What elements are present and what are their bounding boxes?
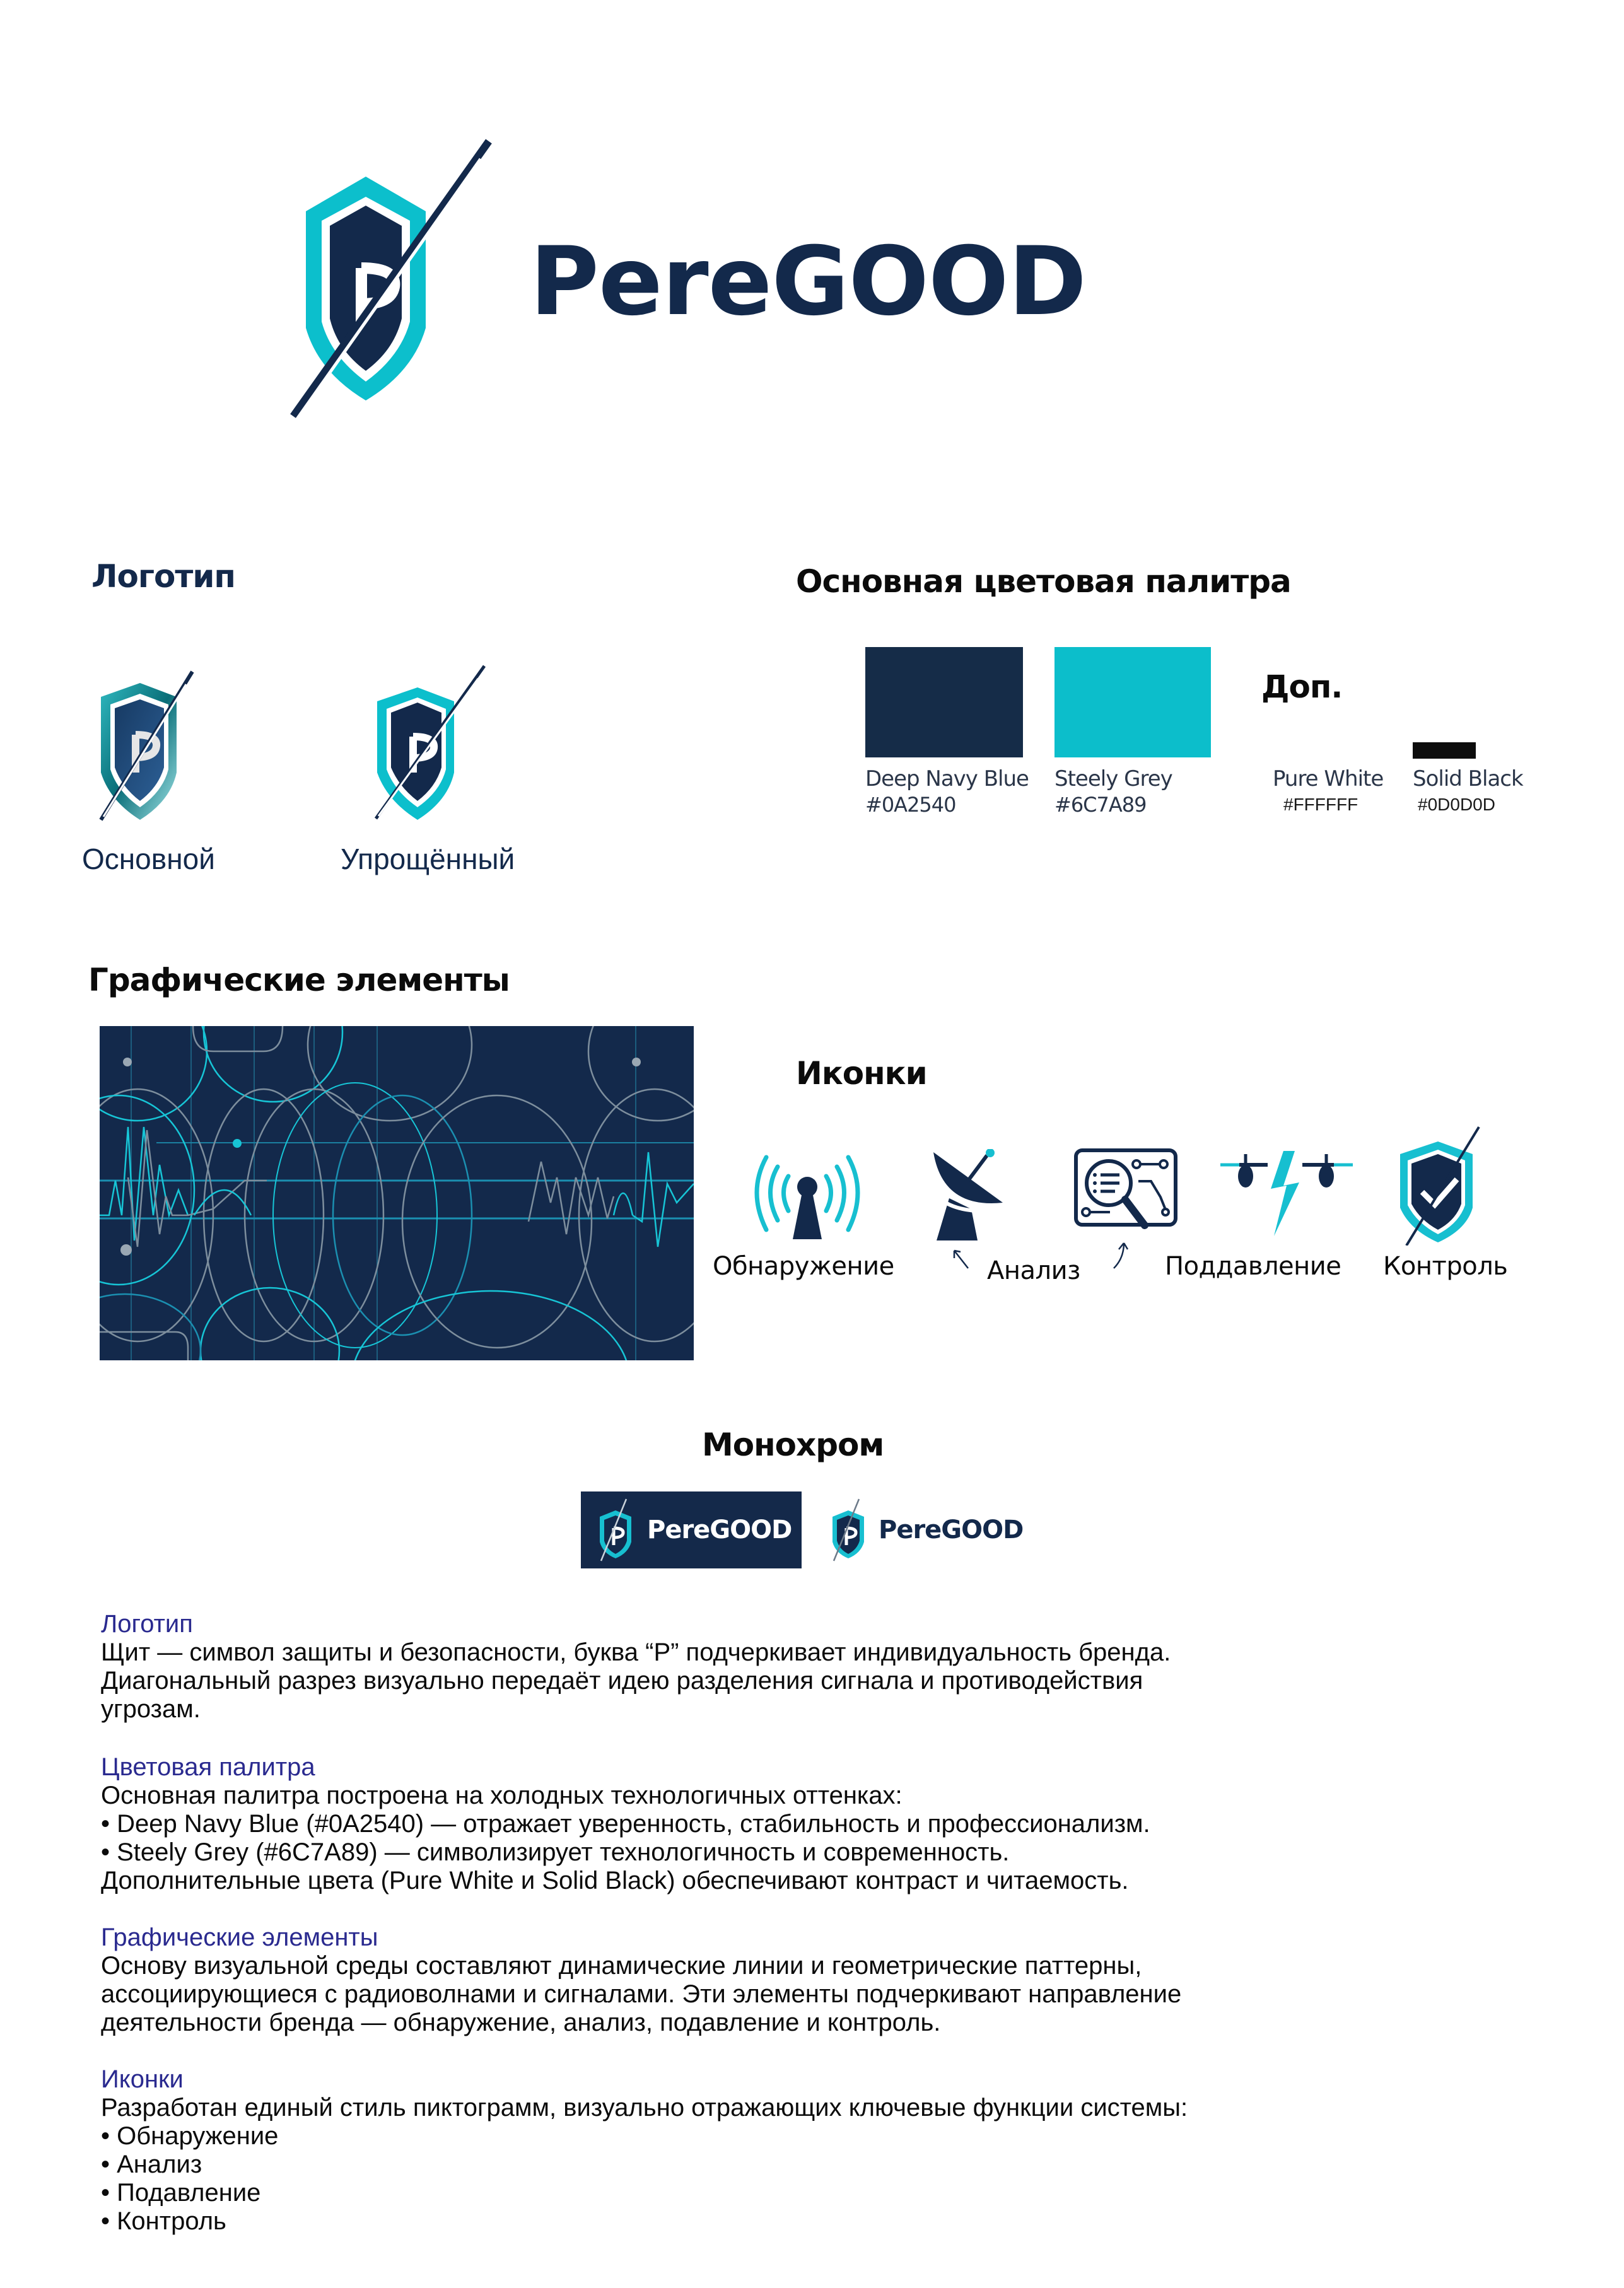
extra-colors-title: Доп. <box>1261 668 1343 705</box>
swatch-solid-black <box>1413 742 1476 759</box>
desc-logo-line: Щит — символ защиты и безопасности, буква “P” подчеркивает индивидуальность бренда. <box>101 1638 1171 1666</box>
swatch-pure-white <box>1271 744 1365 757</box>
swatch-steely-grey <box>1054 647 1211 757</box>
logo-variant-primary-label: Основной <box>82 843 215 875</box>
desc-graphics-heading: Графические элементы <box>101 1923 378 1951</box>
logo-variant-simplified-label: Упрощённый <box>341 843 515 875</box>
satellite-dish-icon <box>927 1149 1009 1244</box>
wave-pattern-graphic <box>100 1026 694 1360</box>
shield-logo-icon <box>287 139 514 423</box>
shield-logo-icon <box>826 1498 870 1562</box>
swatch-pure-white-name: Pure White <box>1273 766 1384 791</box>
desc-palette-block <box>101 1753 1551 1895</box>
desc-icons-block <box>101 2065 1551 2236</box>
desc-graphics-line: деятельности бренда — обнаружение, анализ, подавление и контроль. <box>101 2009 941 2036</box>
desc-logo-block <box>101 1610 1551 1724</box>
palette-section-title: Основная цветовая палитра <box>796 563 1291 600</box>
arrow-annotation-icon <box>1110 1239 1135 1271</box>
desc-palette-line: • Deep Navy Blue (#0A2540) — отражает уверенность, стабильность и профессионализм. <box>101 1810 1150 1838</box>
icon-label-analysis: Анализ <box>987 1256 1080 1285</box>
desc-icons-line: • Подавление <box>101 2179 261 2207</box>
arrow-annotation-icon <box>949 1246 974 1271</box>
swatch-solid-black-hex: #0D0D0D <box>1418 795 1495 814</box>
swatch-pure-white-hex: #FFFFFF <box>1283 795 1358 814</box>
desc-icons-line: Разработан единый стиль пиктограмм, визуально отражающих ключевые функции системы: <box>101 2094 1188 2122</box>
desc-logo-heading: Логотип <box>101 1610 193 1638</box>
graphic-pattern <box>100 1026 694 1360</box>
swatch-deep-navy <box>865 647 1023 757</box>
circuit-magnifier-icon <box>1072 1147 1179 1235</box>
desc-palette-heading: Цветовая палитра <box>101 1753 315 1781</box>
shield-flat-icon <box>359 662 505 829</box>
brand-wordmark: PereGOOD <box>530 227 1087 337</box>
graphics-section-title: Графические элементы <box>88 962 510 998</box>
desc-graphics-line: Основу визуальной среды составляют динамические линии и геометрические паттерны, <box>101 1952 1142 1980</box>
desc-icons-line: • Анализ <box>101 2151 202 2178</box>
desc-palette-line: Дополнительные цвета (Pure White и Solid Black) обеспечивают контраст и читаемость. <box>101 1867 1129 1894</box>
desc-icons-heading: Иконки <box>101 2065 184 2093</box>
mono-light-wordmark: PereGOOD <box>879 1515 1024 1544</box>
logo-section-title: Логотип <box>91 558 235 595</box>
desc-graphics-block <box>101 1923 1551 2037</box>
hero-logo <box>287 139 1138 423</box>
shield-gradient-icon <box>82 665 227 829</box>
swatch-deep-navy-hex: #0A2540 <box>865 793 956 817</box>
desc-logo-line: угрозам. <box>101 1695 201 1723</box>
desc-palette-line: • Steely Grey (#6C7A89) — символизирует технологичность и современность. <box>101 1838 1010 1866</box>
desc-icons-line: • Обнаружение <box>101 2122 279 2150</box>
drone-lightning-icon <box>1220 1151 1353 1239</box>
desc-icons-line: • Контроль <box>101 2207 226 2235</box>
swatch-deep-navy-name: Deep Navy Blue <box>865 766 1029 791</box>
radio-tower-icon <box>754 1148 861 1242</box>
icon-label-suppression: Поддавление <box>1165 1252 1341 1281</box>
logo-variant-primary <box>82 665 227 829</box>
monochrome-section-title: Монохром <box>702 1427 884 1463</box>
swatch-steely-grey-hex: #6C7A89 <box>1054 793 1147 817</box>
swatch-steely-grey-name: Steely Grey <box>1054 766 1172 791</box>
mono-logo-dark <box>581 1491 802 1568</box>
shield-check-icon <box>1394 1126 1488 1246</box>
mono-dark-wordmark: PereGOOD <box>647 1515 792 1544</box>
icon-label-control: Контроль <box>1383 1252 1508 1281</box>
desc-palette-line: Основная палитра построена на холодных технологичных оттенках: <box>101 1782 903 1809</box>
logo-variant-simplified <box>359 662 505 829</box>
icons-section-title: Иконки <box>796 1055 927 1092</box>
shield-logo-icon <box>593 1498 638 1562</box>
icon-label-detection: Обнаружение <box>713 1252 894 1281</box>
mono-logo-light <box>823 1491 1031 1568</box>
desc-graphics-line: ассоциирующиеся с радиоволнами и сигналами. Эти элементы подчеркивают направление <box>101 1980 1182 2008</box>
desc-logo-line: Диагональный разрез визуально передаёт идею разделения сигнала и противодействия <box>101 1667 1143 1695</box>
swatch-solid-black-name: Solid Black <box>1413 766 1523 791</box>
